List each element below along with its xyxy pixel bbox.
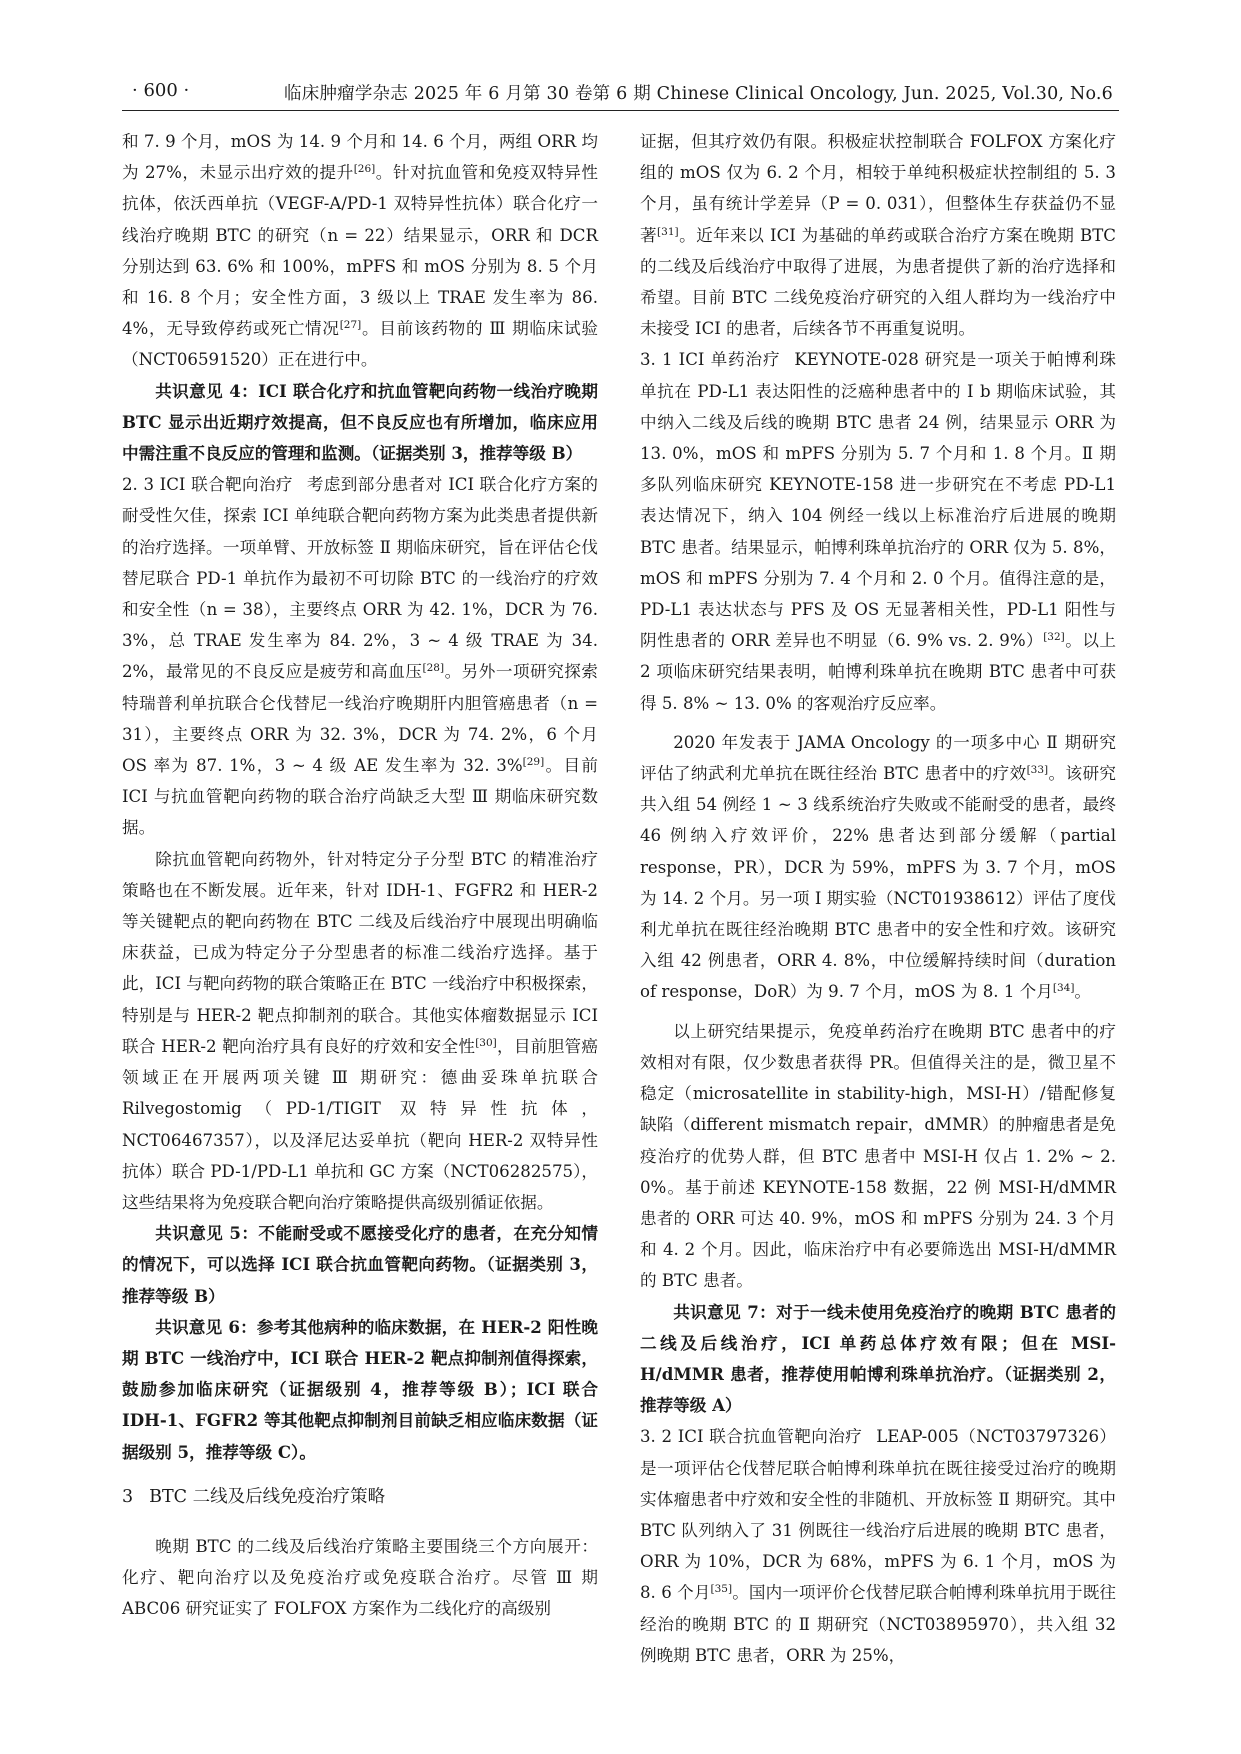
text: 除抗血管靶向药物外，针对特定分子分型 BTC 的精准治疗策略也在不断发展。近年来，针对 IDH-1、FGFR2 和 HER-2 等关键靶点的靶向药物在 BTC 二线及后线治疗中展现出明确临床获益，已成为特定分子分型患者的标准二线治疗选择。基于此，ICI 与靶向药物的联合策略正在 BTC 一线治疗中积极探索，特别是与 HER-2 靶点抑制剂的联合。其他实体瘤数据显示 ICI 联合 HER-2 靶向治疗具有良好的疗效和安全性 [122, 849, 598, 1056]
text: 。 [1074, 982, 1092, 1002]
section-heading: 3. 2 ICI 联合抗血管靶向治疗 [640, 1427, 863, 1447]
right-column [640, 126, 1116, 1671]
text: LEAP-005（NCT03797326）是一项评估仑伐替尼联合帕博利珠单抗在既往接受过治疗的晚期实体瘤患者中疗效和安全性的非随机、开放标签 Ⅱ 期研究。其中 BTC 队列纳入了 31 例既往一线治疗后进展的晚期 BTC 患者，ORR 为 10%，DCR 为 68%，mPFS 为 6. 1 个月，mOS 为 8. 6 个月 [640, 1427, 1116, 1603]
left-column [122, 126, 598, 1625]
paragraph [640, 126, 1116, 344]
consensus-7: 共识意见 7：对于一线未使用免疫治疗的晚期 BTC 患者的二线及后线治疗，ICI 单药总体疗效有限；但在 MSI-H/dMMR 患者，推荐使用帕博利珠单抗治疗。（证据类别 2，推荐等级 A） [640, 1301, 1116, 1416]
text: 。该研究共入组 54 例经 1 ~ 3 线系统治疗失败或不能耐受的患者，最终 46 例纳入疗效评价，22% 患者达到部分缓解（partial response，PR），DCR 为 59%，mPFS 为 3. 7 个月，mOS 为 14. 2 个月。另一项 Ⅰ 期实验（NCT01938612）评估了度伐利尤单抗在既往经治晚期 BTC 患者中的安全性和疗效。该研究入组 42 例患者，ORR 4. 8%，中位缓解持续时间（duration of response，DoR）为 9. 7 个月，mOS 为 8. 1 个月 [640, 764, 1117, 1002]
text: 。近年来以 ICI 为基础的单药或联合治疗方案在晚期 BTC 的二线及后线治疗中取得了进展，为患者提供了新的治疗选择和希望。目前 BTC 二线免疫治疗研究的入组人群均为一线治疗中未接受 ICI 的患者，后续各节不再重复说明。 [640, 225, 1116, 339]
citation: [27] [339, 319, 362, 332]
text: 。目前 ICI 与抗血管靶向药物的联合治疗尚缺乏大型 Ⅲ 期临床研究数据。 [122, 756, 599, 838]
citation: [33] [1026, 764, 1049, 777]
citation: [31] [657, 225, 679, 238]
text: KEYNOTE-028 研究是一项关于帕博利珠单抗在 PD-L1 表达阳性的泛癌种患者中的 Ⅰ b 期临床试验，其中纳入二线及后线的晚期 BTC 患者 24 例，结果显示 ORR 为 13. 0%，mOS 和 mPFS 分别为 5. 7 个月和 1. 8 个月。Ⅱ 期多队列临床研究 KEYNOTE-158 进一步研究在不考虑 PD-L1 表达情况下，纳入 104 例经一线以上标准治疗后进展的晚期 BTC 患者。结果显示，帕博利珠单抗治疗的 ORR 仅为 5. 8%，mOS 和 mPFS 分别为 7. 4 个月和 2. 0 个月。值得注意的是，PD-L1 表达状态与 PFS 及 OS 无显著相关性，PD-L1 阳性与阴性患者的 ORR 差异也不明显（6. 9% vs. 2. 9%） [640, 350, 1116, 651]
text: 证据，但其疗效仍有限。积极症状控制联合 FOLFOX 方案化疗组的 mOS 仅为 6. 2 个月，相较于单纯积极症状控制组的 5. 3 个月，虽有统计学差异（P = 0. 031），但整体生存获益仍不显著 [640, 132, 1116, 245]
paragraph [122, 126, 598, 376]
section-3-2 [640, 1421, 1116, 1671]
journal-title: 临床肿瘤学杂志 2025 年 6 月第 30 卷第 6 期 Chinese Clinical Oncology, Jun. 2025, Vol.30, No.6 [284, 84, 1113, 104]
text: 。目前该药物的 Ⅲ 期临床试验（NCT06591520）正在进行中。 [122, 319, 598, 370]
consensus-5: 共识意见 5：不能耐受或不愿接受化疗的患者，在充分知情的情况下，可以选择 ICI 联合抗血管靶向药物。（证据类别 3，推荐等级 B） [122, 1223, 598, 1306]
text: 考虑到部分患者对 ICI 联合化疗方案的耐受性欠佳，探索 ICI 单纯联合靶向药物方案为此类患者提供新的治疗选择。一项单臂、开放标签 Ⅱ 期临床研究，旨在评估仑伐替尼联合 PD-1 单抗作为最初不可切除 BTC 的一线治疗的疗效和安全性（n = 38），主要终点 ORR 为 42. 1%，DCR 为 76. 3%，总 TRAE 发生率为 84. 2%，3 ~ 4 级 TRAE 为 34. 2%，最常见的不良反应是疲劳和高血压 [122, 475, 598, 682]
consensus-6: 共识意见 6：参考其他病种的临床数据，在 HER-2 阳性晚期 BTC 一线治疗中，ICI 联合 HER-2 靶点抑制剂值得探索，鼓励参加临床研究（证据级别 4，推荐等级 B）；ICI 联合 IDH-1、FGFR2 等其他靶点抑制剂目前缺乏相应临床数据（证据级别 5，推荐等级 C）。 [122, 1316, 598, 1462]
text: 。针对抗血管和免疫双特异性抗体，依沃西单抗（VEGF-A/PD-1 双特异性抗体）联合化疗一线治疗晚期 BTC 的研究（n = 22）结果显示，ORR 和 DCR 分别达到 63. 6% 和 100%，mPFS 和 mOS 分别为 8. 5 个月和 16. 8 个月；安全性方面，3 级以上 TRAE 发生率为 86. 4%，无导致停药或死亡情况 [122, 163, 598, 339]
text: 2020 年发表于 JAMA Oncology 的一项多中心 Ⅱ 期研究评估了纳武利尤单抗在既往经治 BTC 患者中的疗效 [640, 732, 1116, 784]
citation: [34] [1052, 982, 1075, 995]
text: ，目前胆管癌领域正在开展两项关键 Ⅲ 期研究：德曲妥珠单抗联合 Rilvegostomig（PD-1/TIGIT 双特异性抗体，NCT06467357），以及泽尼达妥单抗（靶向 HER-2 双特异性抗体）联合 PD-1/PD-L1 单抗和 GC 方案（NCT06282575），这些结果将为免疫联合靶向治疗策略提供高级别循证依据。 [122, 1036, 599, 1212]
text: 。国内一项评价仑伐替尼联合帕博利珠单抗用于既往经治的晚期 BTC 的 Ⅱ 期研究（NCT03895970），共入组 32 例晚期 BTC 患者，ORR 为 25%， [640, 1583, 1116, 1665]
paragraph: 晚期 BTC 的二线及后线治疗策略主要围绕三个方向展开：化疗、靶向治疗以及免疫治疗或免疫联合治疗。尽管 Ⅲ 期 ABC06 研究证实了 FOLFOX 方案作为二线化疗的高级别 [122, 1536, 598, 1619]
page-number: · 600 · [132, 80, 190, 101]
section-3-heading [122, 1482, 598, 1513]
citation: [32] [1043, 631, 1065, 644]
citation: [28] [422, 662, 445, 675]
citation: [29] [522, 756, 545, 769]
section-2-3 [122, 469, 598, 843]
citation: [35] [710, 1583, 733, 1596]
paragraph [640, 727, 1116, 1008]
paragraph: 以上研究结果提示，免疫单药治疗在晚期 BTC 患者中的疗效相对有限，仅少数患者获得 PR。但值得关注的是，微卫星不稳定（microsatellite in stability-high，MSI-H）/错配修复缺陷（different mismatch repair，dMMR）的肿瘤患者是免疫治疗的优势人群，但 BTC 患者中 MSI-H 仅占 1. 2% ~ 2. 0%。基于前述 KEYNOTE-158 数据，22 例 MSI-H/dMMR 患者的 ORR 可达 40. 9%，mOS 和 mPFS 分别为 24. 3 个月和 4. 2 个月。因此，临床治疗中有必要筛选出 MSI-H/dMMR 的 BTC 患者。 [640, 1021, 1116, 1291]
running-header [122, 76, 1119, 111]
section-number: 3 [122, 1486, 134, 1507]
citation: [30] [475, 1036, 497, 1049]
section-heading: 2. 3 ICI 联合靶向治疗 [122, 475, 293, 495]
paragraph [122, 844, 598, 1218]
text: 。另外一项研究探索特瑞普利单抗联合仑伐替尼一线治疗晚期肝内胆管癌患者（n = 31），主要终点 ORR 为 32. 3%，DCR 为 74. 2%，6 个月 OS 率为 87. 1%，3 ~ 4 级 AE 发生率为 32. 3% [122, 662, 598, 776]
text: 。以上 2 项临床研究结果表明，帕博利珠单抗在晚期 BTC 患者中可获得 5. 8% ~ 13. 0% 的客观治疗反应率。 [640, 631, 1117, 713]
citation: [26] [353, 163, 376, 176]
section-heading: 3. 1 ICI 单药治疗 [640, 350, 781, 370]
text: 和 7. 9 个月，mOS 为 14. 9 个月和 14. 6 个月，两组 ORR 均为 27%，未显示出疗效的提升 [122, 132, 598, 183]
section-title: BTC 二线及后线免疫治疗策略 [149, 1486, 386, 1507]
section-3-1 [640, 344, 1116, 718]
consensus-4: 共识意见 4：ICI 联合化疗和抗血管靶向药物一线治疗晚期 BTC 显示出近期疗效提高，但不良反应也有所增加，临床应用中需注重不良反应的管理和监测。（证据类别 3，推荐等级 B） [122, 380, 598, 464]
